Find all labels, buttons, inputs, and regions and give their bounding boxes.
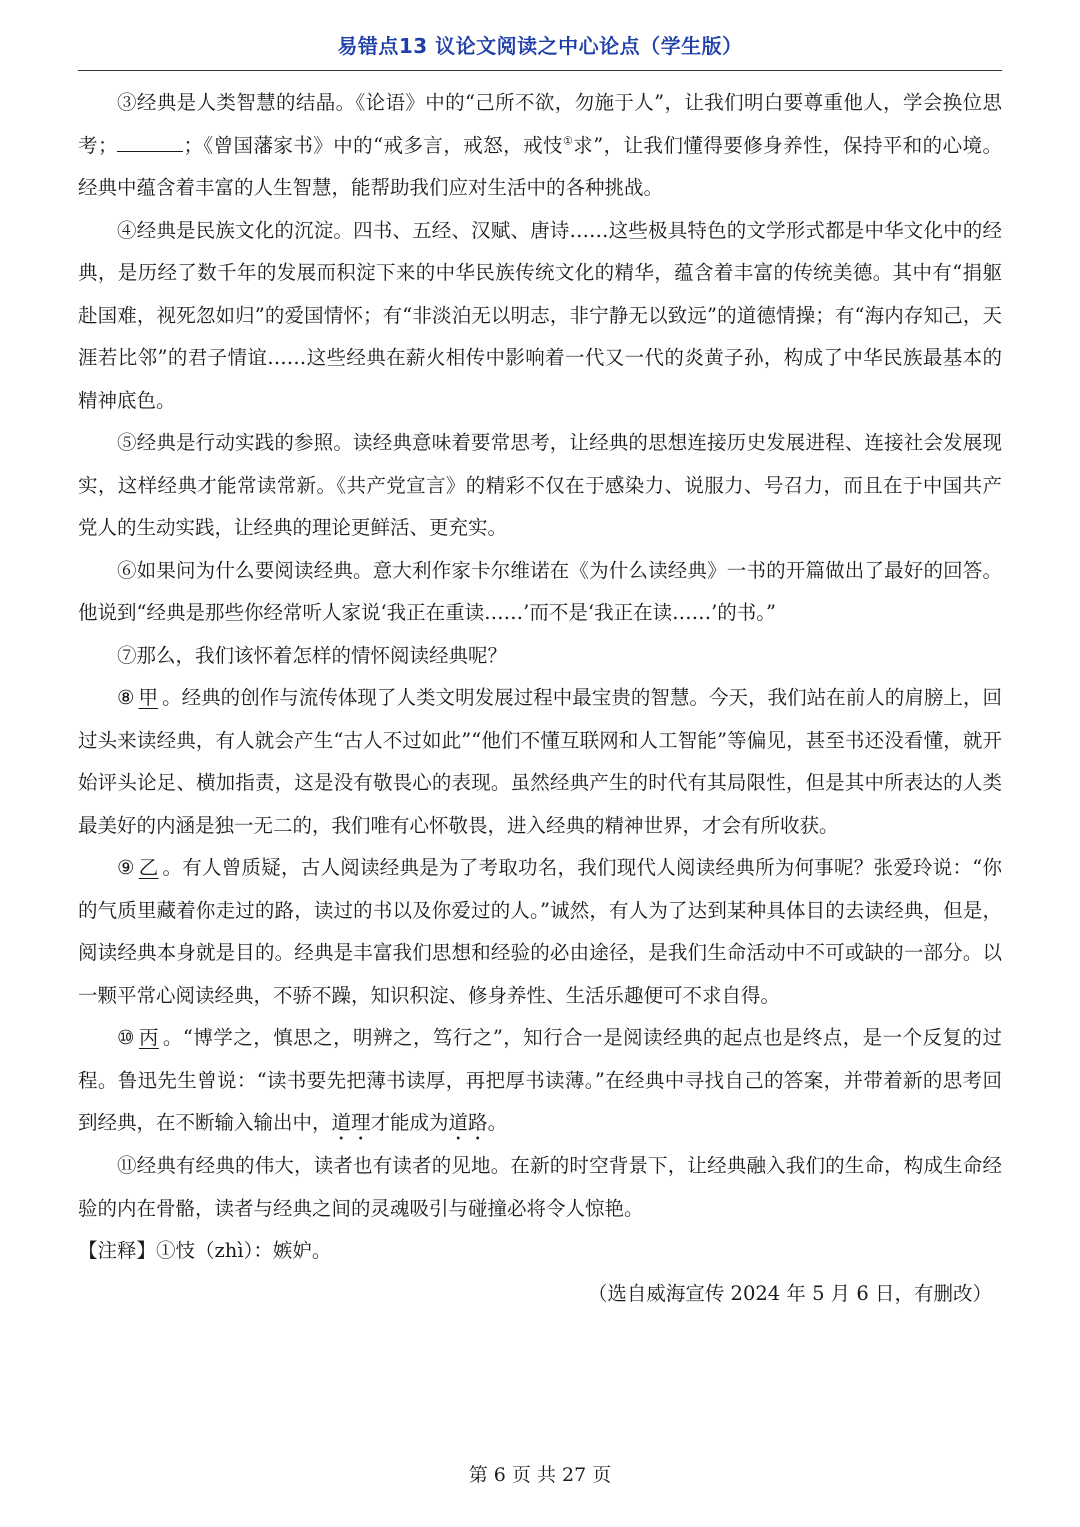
source-citation: （选自威海宣传 2024 年 5 月 6 日，有删改） [587, 1281, 992, 1305]
p3-text-c: 求”，让我们懂得要修身养性，保持平和的心境。经典中蕴含着丰富的人生智慧，能帮助我们应对生活中的各种挑战。 [78, 133, 1002, 199]
paragraph-10 [78, 1017, 1002, 1145]
header-divider [78, 70, 1002, 71]
footnote-marker: ① [562, 134, 574, 147]
p8-number: ⑧ [117, 686, 135, 709]
fill-in-blank [117, 133, 183, 152]
p3-text-b: ；《曾国藩家书》中的“戒多言，戒怒，戒忮 [183, 133, 563, 157]
p10-end: 。 [487, 1111, 508, 1134]
paragraph-7: ⑦那么，我们该怀着怎样的情怀阅读经典呢？ [117, 643, 508, 667]
p10-text: 。“博学之，慎思之，明辨之，笃行之”，知行合一是阅读经典的起点也是终点，是一个反复的过程。鲁迅先生曾说：“读书要先把薄书读厚，再把厚书读薄。”在经典中寻找自己的答案，并带着新的思考回到经典，在不断输入输出中， [78, 1026, 1002, 1134]
paragraph-6: ⑥如果问为什么要阅读经典。意大利作家卡尔维诺在《为什么读经典》一书的开篇做出了最好的回答。他说到“经典是那些你经常听人家说‘我正在重读……’而不是‘我正在读……’的书。” [78, 558, 1002, 624]
blank-yi: 乙 [138, 856, 159, 879]
p9-text: 。有人曾质疑，古人阅读经典是为了考取功名，我们现代人阅读经典所为何事呢？张爱玲说：“你的气质里藏着你走过的路，读过的书以及你爱过的人。”诚然，有人为了达到某种具体目的去读经典，但是，阅读经典本身就是目的。经典是丰富我们思想和经验的必由途径，是我们生命活动中不可或缺的一部分。以一颗平常心阅读经典，不骄不躁，知识积淀、修身养性、生活乐趣便可不求自得。 [78, 856, 1002, 1007]
blank-jia: 甲 [138, 686, 159, 709]
page-number: 第 6 页 共 27 页 [468, 1464, 612, 1486]
annotation-note: 【注释】①忮（zhì）：嫉妒。 [78, 1239, 332, 1262]
emphasis-daoli: 道理 [331, 1111, 371, 1134]
p10-number: ⑩ [117, 1026, 135, 1049]
p3-text-a: ③经典是人类智慧的结晶。《论语》中的“己所不欲，勿施于人”，让我们明白要尊重他人，学会换位思考； [78, 91, 1002, 157]
article-body [78, 82, 1002, 1315]
paragraph-3 [78, 82, 1002, 210]
p10-mid: 才能成为 [370, 1111, 449, 1134]
p8-text: 。经典的创作与流传体现了人类文明发展过程中最宝贵的智慧。今天，我们站在前人的肩膀上，回过头来读经典，有人就会产生“古人不过如此”“他们不懂互联网和人工智能”等偏见，甚至书还没看懂，就开始评头论足、横加指责，这是没有敬畏心的表现。虽然经典产生的时代有其局限性，但是其中所表达的人类最美好的内涵是独一无二的，我们唯有心怀敬畏，进入经典的精神世界，才会有所收获。 [78, 686, 1002, 837]
paragraph-5: ⑤经典是行动实践的参照。读经典意味着要常思考，让经典的思想连接历史发展进程、连接社会发展现实，这样经典才能常读常新。《共产党宣言》的精彩不仅在于感染力、说服力、号召力，而且在于中国共产党人的生动实践，让经典的理论更鲜活、更充实。 [78, 431, 1002, 539]
paragraph-4: ④经典是民族文化的沉淀。四书、五经、汉赋、唐诗……这些极具特色的文学形式都是中华文化中的经典，是历经了数千年的发展而积淀下来的中华民族传统文化的精华，蕴含着丰富的传统美德。其中有“捐躯赴国难，视死忽如归”的爱国情怀；有“非淡泊无以明志，非宁静无以致远”的道德情操；有“海内存知己，天涯若比邻”的君子情谊……这些经典在薪火相传中影响着一代又一代的炎黄子孙，构成了中华民族最基本的精神底色。 [78, 218, 1002, 412]
page-header-title: 易错点13 议论文阅读之中心论点（学生版） [337, 34, 743, 58]
paragraph-9 [78, 847, 1002, 1017]
paragraph-11: ⑪经典有经典的伟大，读者也有读者的见地。在新的时空背景下，让经典融入我们的生命，构成生命经验的内在骨骼，读者与经典之间的灵魂吸引与碰撞必将令人惊艳。 [78, 1154, 1002, 1220]
blank-bing: 丙 [138, 1026, 159, 1049]
emphasis-daolu: 道路 [448, 1111, 488, 1134]
paragraph-8 [78, 677, 1002, 847]
p9-number: ⑨ [117, 856, 135, 879]
